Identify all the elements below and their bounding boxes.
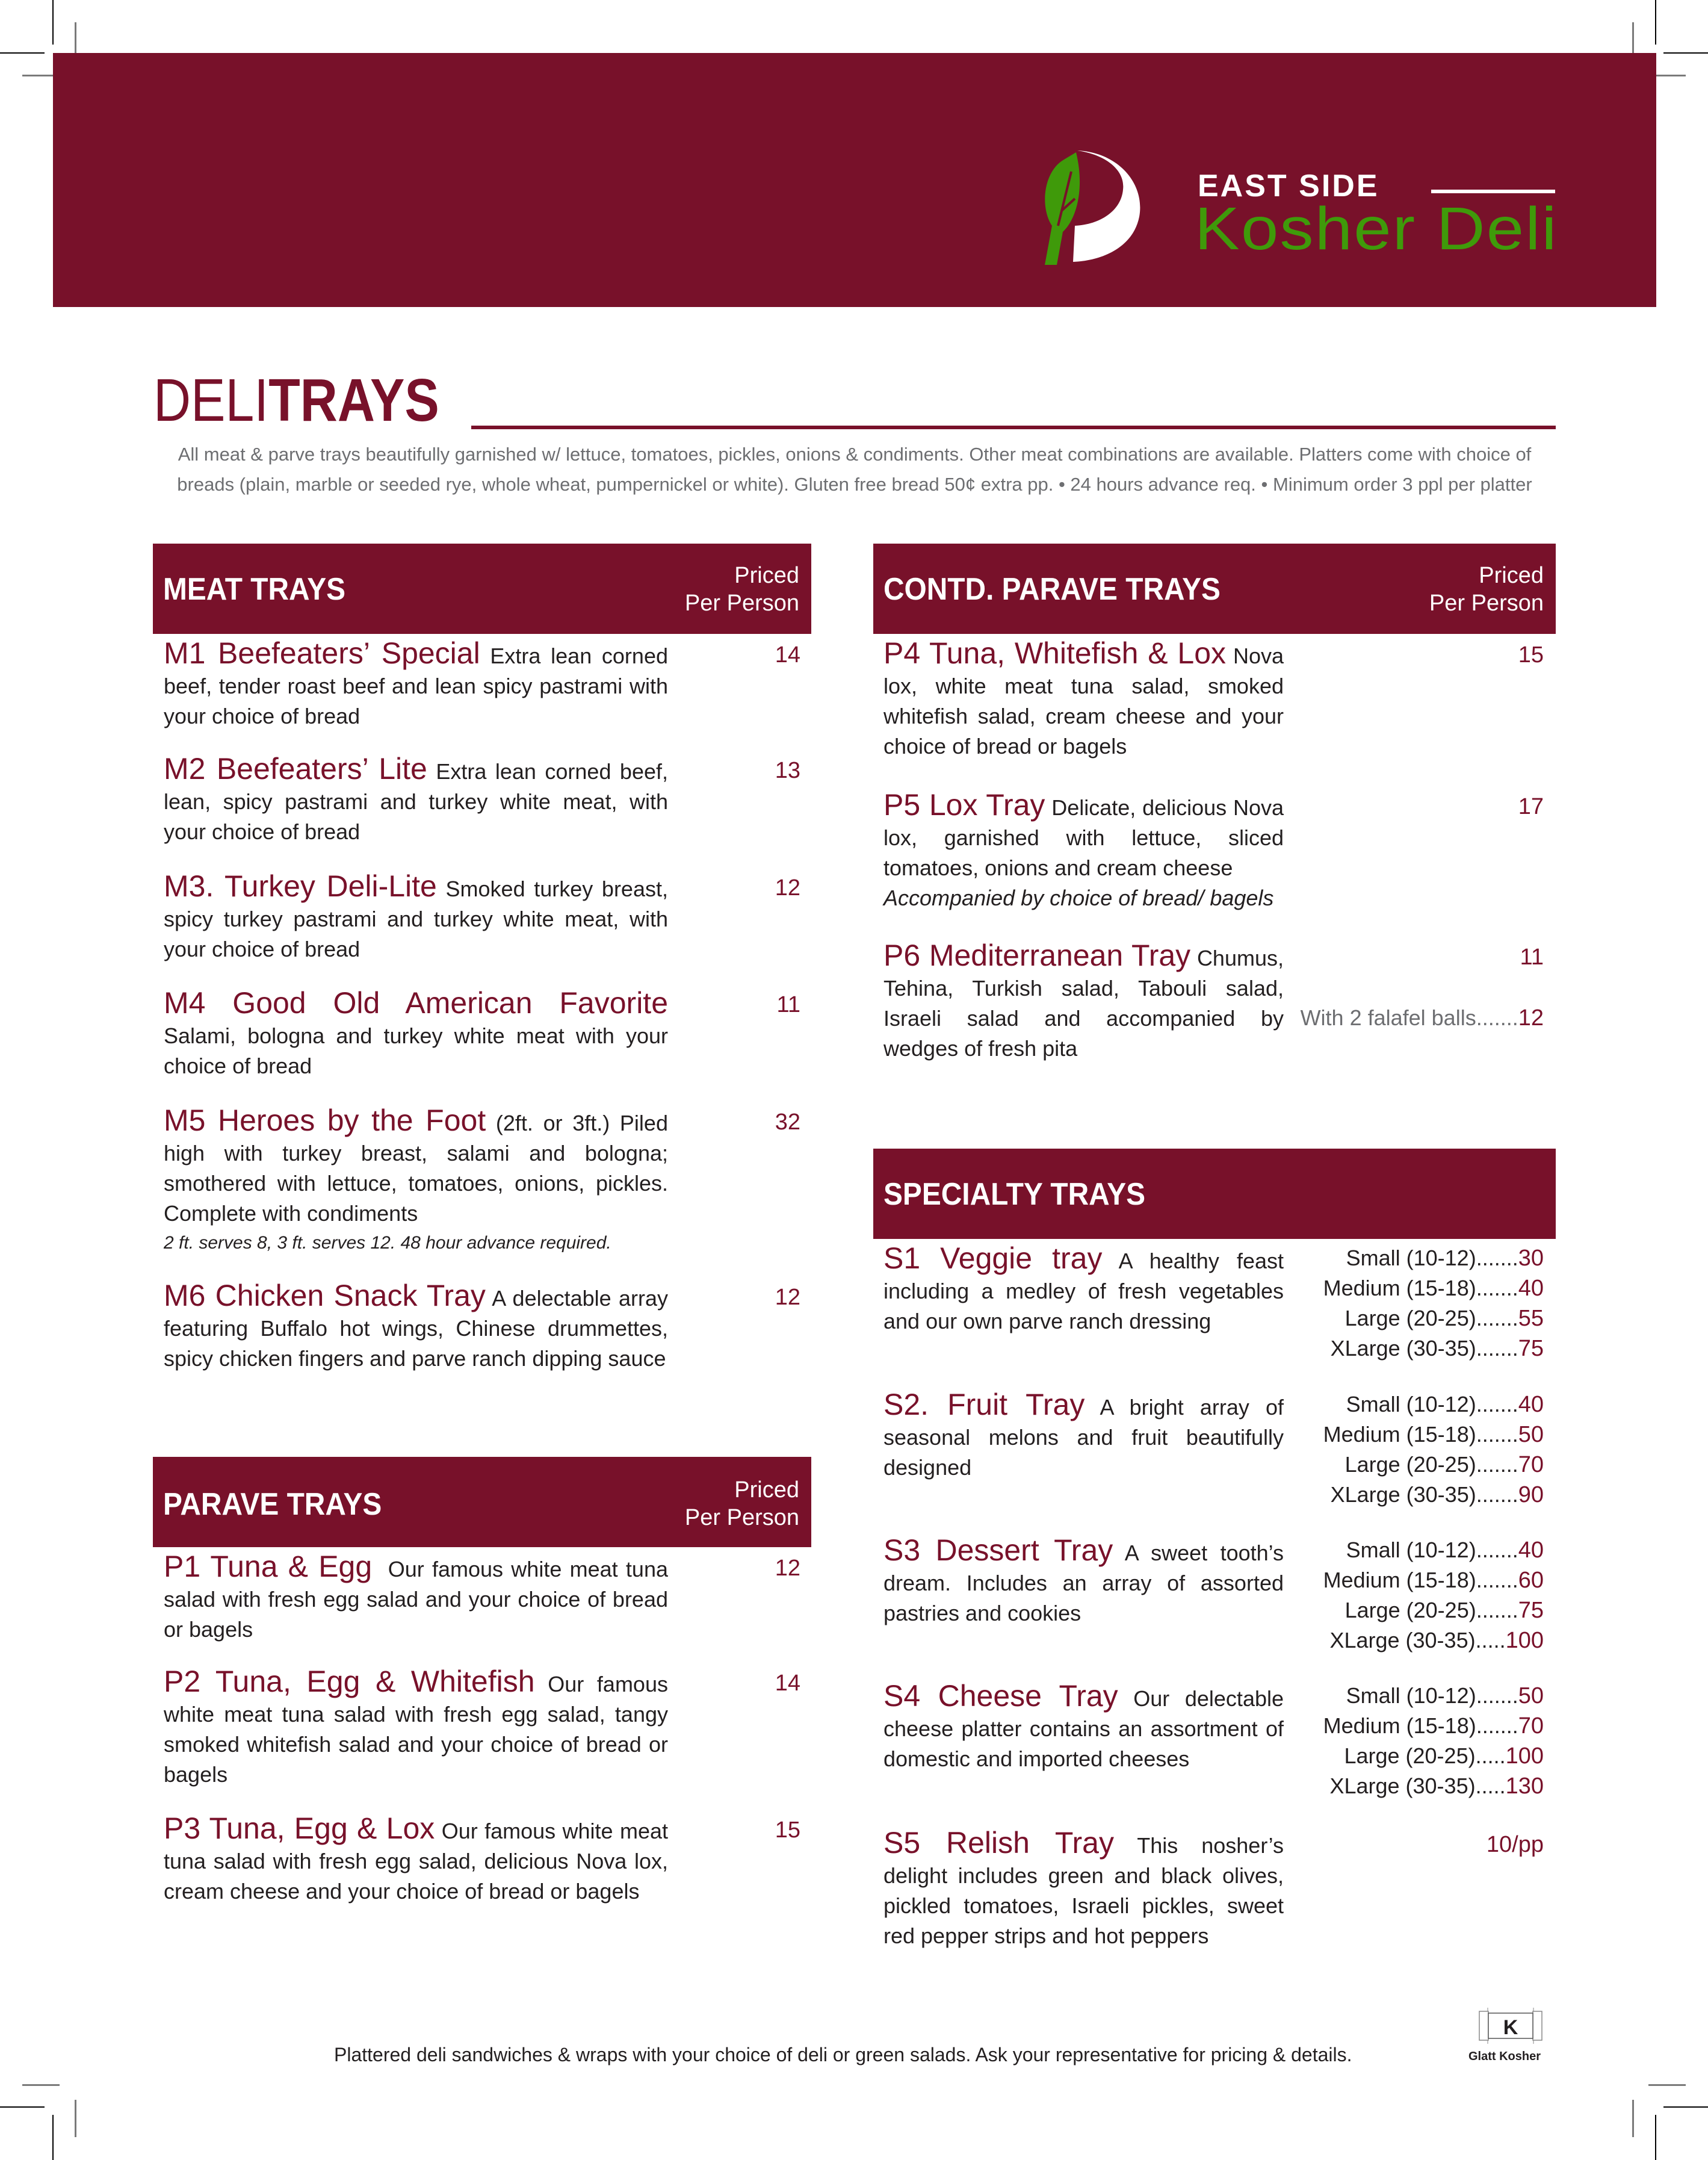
priced-per-person-label: Priced Per Person: [1429, 563, 1544, 616]
item-price: 17: [1518, 794, 1544, 819]
priced-per-person-label: Priced Per Person: [684, 1477, 799, 1530]
size-row: Large (20-25).......75: [1344, 1598, 1544, 1623]
item-price: 12: [775, 875, 800, 901]
item-name: M2 Beefeaters’ Lite: [164, 752, 427, 786]
falafel-option-price: 12: [1518, 1005, 1544, 1031]
size-row: Large (20-25).....100: [1344, 1743, 1544, 1769]
priced-per-person-label: Priced Per Person: [684, 563, 799, 616]
header-banner: [53, 53, 1656, 307]
title-light: DELI: [153, 367, 269, 434]
crop-mark: [75, 2100, 76, 2137]
item-desc: This nosher’s delight includes green and black olives, pickled tomatoes, Israeli pickles, sweet red pepper strips and hot peppers: [883, 1833, 1284, 1948]
item-desc: Our famous white meat tuna salad with fresh egg salad, tangy smoked whitefish salad and your choice of bread or bagels: [164, 1672, 668, 1787]
item-price: 15: [775, 1817, 800, 1843]
item-name: S3 Dessert Tray: [883, 1533, 1113, 1567]
item-desc: Chumus, Tehina, Turkish salad, Tabouli salad, Israeli salad and accompanied by wedges of fresh pita: [883, 946, 1284, 1061]
intro-line: breads (plain, marble or seeded rye, whole wheat, pumpernickel or white). Gluten free bread 50¢ extra pp. • 24 hours advance req. • Minimum order 3 ppl per platter: [177, 474, 1532, 495]
size-price-list: [1323, 1243, 1544, 1364]
footer-note: Plattered deli sandwiches & wraps with your choice of deli or green salads. Ask your representative for pricing & details.: [334, 2044, 1352, 2065]
crop-mark: [0, 52, 45, 54]
crop-mark: [1663, 2106, 1708, 2108]
item-name: P3 Tuna, Egg & Lox: [164, 1811, 435, 1845]
kosher-certification-icon: [1477, 2008, 1544, 2044]
item-name: P6 Mediterranean Tray: [883, 939, 1191, 972]
falafel-option: With 2 falafel balls.......12: [1300, 1005, 1544, 1031]
size-row: Small (10-12).......50: [1346, 1683, 1544, 1708]
item-desc: Nova lox, white meat tuna salad, smoked whitefish salad, cream cheese and your choice of bread or bagels: [883, 644, 1284, 759]
brand-name-bottom: Kosher Deli: [1195, 195, 1558, 262]
item-price: 13: [775, 758, 800, 783]
size-price-list: [1323, 1681, 1544, 1801]
size-row: XLarge (30-35).......90: [1330, 1482, 1544, 1507]
size-row: XLarge (30-35).....100: [1329, 1628, 1544, 1653]
size-row: Medium (15-18).......40: [1323, 1276, 1544, 1301]
item-desc: A delectable array featuring Buffalo hot wings, Chinese drummettes, spicy chicken fingers and parve ranch dipping sauce: [164, 1286, 668, 1371]
item-price: 15: [1518, 642, 1544, 668]
brand-rule: [1431, 190, 1555, 193]
item-desc: Our delectable cheese platter contains an assortment of domestic and imported cheeses: [883, 1686, 1284, 1771]
crop-mark: [1655, 0, 1656, 45]
item-price: 11: [776, 992, 800, 1017]
svg-text:K: K: [1503, 2016, 1518, 2039]
size-row: Medium (15-18).......70: [1323, 1713, 1544, 1739]
item-price: 12: [775, 1285, 800, 1310]
item-desc: A healthy feast including a medley of fresh vegetables and our own parve ranch dressing: [883, 1249, 1284, 1333]
item-desc: Our famous white meat tuna salad with fresh egg salad, delicious Nova lox, cream cheese and your choice of bread or bagels: [164, 1819, 668, 1904]
size-row: XLarge (30-35).......75: [1330, 1336, 1544, 1361]
title-rule: [471, 426, 1556, 429]
item-price: 14: [775, 642, 800, 668]
item-name: S1 Veggie tray: [883, 1241, 1103, 1275]
item-name: S2. Fruit Tray: [883, 1388, 1085, 1421]
item-desc: Our famous white meat tuna salad with fresh egg salad and your choice of bread or bagels: [164, 1557, 668, 1642]
item-name: M6 Chicken Snack Tray: [164, 1279, 486, 1312]
item-desc: Extra lean corned beef, tender roast beef and lean spicy pastrami with your choice of bread: [164, 644, 668, 728]
item-name: M5 Heroes by the Foot: [164, 1103, 486, 1137]
item-name: P1 Tuna & Egg: [164, 1550, 373, 1583]
item-price: 12: [775, 1556, 800, 1581]
size-row: Medium (15-18).......50: [1323, 1422, 1544, 1447]
item-name: S4 Cheese Tray: [883, 1679, 1118, 1713]
item-name: M3. Turkey Deli-Lite: [164, 869, 437, 903]
section-title: PARAVE TRAYS: [163, 1487, 382, 1522]
size-price-list: [1323, 1535, 1544, 1656]
item-desc: Smoked turkey breast, spicy turkey pastrami and turkey white meat, with your choice of bread: [164, 877, 668, 961]
item-price: 10/pp: [1486, 1832, 1544, 1857]
title-bold: TRAYS: [268, 367, 439, 434]
crop-mark: [1648, 2084, 1686, 2086]
item-name: P2 Tuna, Egg & Whitefish: [164, 1665, 535, 1698]
page-title: [153, 367, 439, 434]
item-desc: Delicate, delicious Nova lox, garnished with lettuce, sliced tomatoes, onions and cream cheese: [883, 795, 1284, 880]
item-name: S5 Relish Tray: [883, 1826, 1114, 1860]
size-row: Large (20-25).......55: [1344, 1306, 1544, 1331]
size-row: Small (10-12).......40: [1346, 1392, 1544, 1417]
crop-mark: [0, 2106, 45, 2108]
item-desc: Extra lean corned beef, lean, spicy pastrami and turkey white meat, with your choice of bread: [164, 759, 668, 844]
item-note: Accompanied by choice of bread/ bagels: [883, 886, 1274, 910]
item-price: 14: [775, 1671, 800, 1696]
item-name: P4 Tuna, Whitefish & Lox: [883, 636, 1227, 670]
crop-mark: [52, 2115, 54, 2160]
crop-mark: [52, 0, 54, 45]
item-desc: Salami, bologna and turkey white meat with your choice of bread: [164, 1023, 668, 1078]
crop-mark: [1632, 2100, 1634, 2137]
item-name: M1 Beefeaters’ Special: [164, 636, 480, 670]
item-price: 32: [775, 1109, 800, 1135]
size-row: Small (10-12).......40: [1346, 1538, 1544, 1563]
size-row: Medium (15-18).......60: [1323, 1568, 1544, 1593]
size-price-list: [1323, 1389, 1544, 1510]
intro-line: All meat & parve trays beautifully garnished w/ lettuce, tomatoes, pickles, onions & condiments. Other meat combinations are available. Platters come with choice of: [178, 444, 1532, 465]
size-row: Large (20-25).......70: [1344, 1452, 1544, 1477]
intro-text: [153, 439, 1556, 500]
size-row: XLarge (30-35).....130: [1329, 1774, 1544, 1799]
item-desc: (2ft. or 3ft.) Piled high with turkey breast, salami and bologna; smothered with lettuce, tomatoes, onions, pickles. Complete with condiments: [164, 1111, 668, 1226]
item-desc: A sweet tooth’s dream. Includes an array of assorted pastries and cookies: [883, 1541, 1284, 1625]
size-row: Small (10-12).......30: [1346, 1246, 1544, 1271]
crop-mark: [1655, 2115, 1656, 2160]
kosher-label: Glatt Kosher: [1468, 2050, 1541, 2063]
crop-mark: [22, 2084, 60, 2086]
leaf-logo-icon: [1040, 147, 1154, 265]
item-name: P5 Lox Tray: [883, 788, 1045, 822]
item-price: 11: [1520, 945, 1544, 970]
item-desc: A bright array of seasonal melons and fruit beautifully designed: [883, 1395, 1284, 1480]
section-title: SPECIALTY TRAYS: [883, 1177, 1146, 1212]
section-header-specialty: [873, 1149, 1556, 1239]
section-title: CONTD. PARAVE TRAYS: [883, 572, 1221, 607]
section-header-parave-contd: [873, 544, 1556, 634]
item-note: 2 ft. serves 8, 3 ft. serves 12. 48 hour advance required.: [164, 1233, 611, 1253]
section-title: MEAT TRAYS: [163, 572, 346, 607]
crop-mark: [1663, 52, 1708, 54]
section-header-parave: [153, 1457, 811, 1547]
brand-name-top: EAST SIDE: [1198, 169, 1379, 203]
section-header-meat: [153, 544, 811, 634]
item-name: M4 Good Old American Favorite: [164, 986, 668, 1020]
